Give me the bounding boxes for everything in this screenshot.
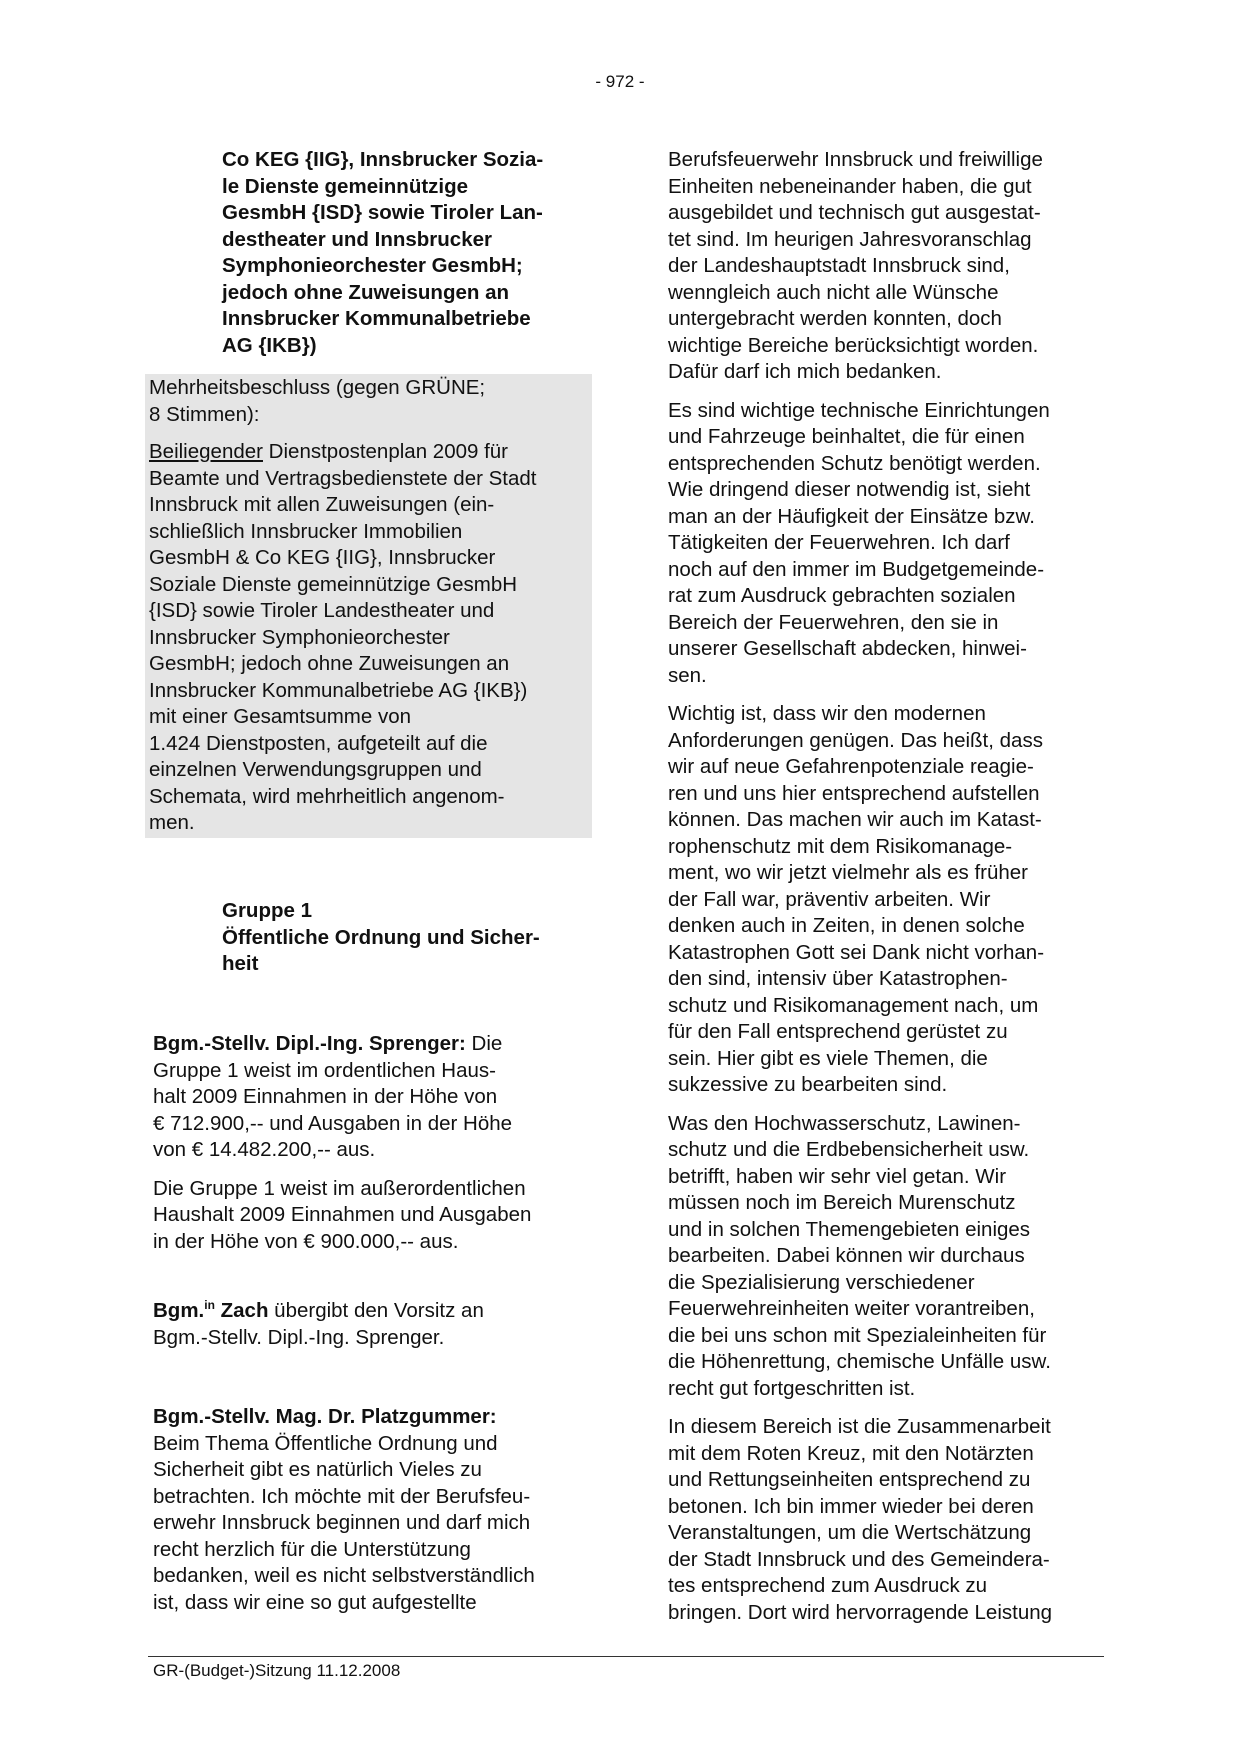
resolution-line: 1.424 Dienstposten, aufgeteilt auf die: [149, 731, 488, 755]
zach-note: [153, 1298, 598, 1351]
intro-title-line: GesmbH {ISD} sowie Tiroler Lan-: [222, 201, 543, 224]
underlined-word: Beiliegender: [149, 440, 263, 463]
speech-line: bedanken, weil es nicht selbstverständlich: [153, 1564, 535, 1587]
paragraph-line: sein. Hier gibt es viele Themen, die: [668, 1046, 988, 1070]
paragraph-line: der Landeshauptstadt Innsbruck sind,: [668, 254, 1010, 277]
paragraph-line: bearbeiten. Dabei können wir durchaus: [668, 1244, 1025, 1267]
speech-line: Haushalt 2009 Einnahmen und Ausgaben: [153, 1203, 532, 1226]
intro-title-line: Innsbrucker Kommunalbetriebe: [222, 307, 531, 330]
intro-title-line: Co KEG {IIG}, Innsbrucker Sozia-: [222, 148, 544, 171]
intro-title-line: Symphonieorchester GesmbH;: [222, 254, 523, 277]
intro-title-line: le Dienste gemeinnützige: [222, 174, 469, 198]
paragraph-line: Wie dringend dieser notwendig ist, sieht: [668, 478, 1031, 501]
paragraph-line: und Rettungseinheiten entsprechend zu: [668, 1468, 1031, 1491]
speech-line: betrachten. Ich möchte mit der Berufsfeu-: [153, 1484, 531, 1508]
paragraph-line: können. Das machen wir auch im Katast-: [668, 808, 1042, 831]
resolution-line: einzelnen Verwendungsgruppen und: [149, 758, 482, 781]
resolution-line: GesmbH; jedoch ohne Zuweisungen an: [149, 652, 510, 675]
paragraph-line: sukzessive zu bearbeiten sind.: [668, 1073, 948, 1096]
paragraph-line: und in solchen Themengebieten einiges: [668, 1217, 1031, 1241]
speaker-name: Bgm.-Stellv. Dipl.-Ing. Sprenger:: [153, 1032, 466, 1055]
paragraph: [668, 398, 1108, 690]
paragraph-line: tet sind. Im heurigen Jahresvoranschlag: [668, 227, 1032, 251]
paragraph-line: rophenschutz mit dem Risikomanage-: [668, 834, 1013, 858]
paragraph-line: mit dem Roten Kreuz, mit den Notärzten: [668, 1441, 1034, 1465]
paragraph-line: den sind, intensiv über Katastrophen-: [668, 967, 1008, 990]
speech-line: Beim Thema Öffentliche Ordnung und: [153, 1431, 498, 1455]
speaker-prefix: Bgm.: [153, 1299, 205, 1322]
paragraph-line: schutz und Risikomanagement nach, um: [668, 993, 1039, 1017]
paragraph-line: Tätigkeiten der Feuerwehren. Ich darf: [668, 531, 1010, 554]
resolution-line: [149, 439, 588, 466]
paragraph-line: Es sind wichtige technische Einrichtungen: [668, 398, 1050, 422]
paragraph-line: betonen. Ich bin immer wieder bei deren: [668, 1494, 1034, 1518]
paragraph-line: schutz und die Erdbebensicherheit usw.: [668, 1138, 1030, 1161]
paragraph-line: denken auch in Zeiten, in denen solche: [668, 914, 1025, 937]
paragraph-line: Dafür darf ich mich bedanken.: [668, 360, 942, 383]
resolution-line: GesmbH & Co KEG {IIG}, Innsbrucker: [149, 546, 496, 569]
speech-line: [153, 1298, 598, 1325]
resolution-line: mit einer Gesamtsumme von: [149, 705, 412, 728]
speaker-name: [153, 1299, 268, 1322]
resolution-line: Innsbrucker Symphonieorchester: [149, 625, 450, 649]
group-heading: [222, 898, 592, 978]
footer-text: GR-(Budget-)Sitzung 11.12.2008: [153, 1661, 401, 1680]
paragraph-line: In diesem Bereich ist die Zusammenarbeit: [668, 1415, 1051, 1438]
vote-line: Mehrheitsbeschluss (gegen GRÜNE;: [149, 376, 486, 399]
paragraph-line: bringen. Dort wird hervorragende Leistung: [668, 1600, 1053, 1624]
speech-line: recht herzlich für die Unterstützung: [153, 1537, 471, 1561]
paragraph-line: rat zum Ausdruck gebrachten sozialen: [668, 584, 1016, 607]
speech-line: € 712.900,-- und Ausgaben in der Höhe: [153, 1111, 513, 1135]
paragraph-line: Anforderungen genügen. Das heißt, dass: [668, 728, 1043, 752]
intro-title: [222, 147, 592, 359]
speech-line: erwehr Innsbruck beginnen und darf mich: [153, 1511, 531, 1534]
intro-title-line: jedoch ohne Zuweisungen an: [222, 280, 510, 304]
paragraph-line: ausgebildet und technisch gut ausgestat-: [668, 201, 1041, 224]
resolution-line: Beamte und Vertragsbedienstete der Stadt: [149, 466, 537, 490]
group-heading-line: Gruppe 1: [222, 899, 312, 922]
speech-line: [153, 1031, 598, 1058]
paragraph-line: tes entsprechend zum Ausdruck zu: [668, 1574, 988, 1597]
paragraph: [668, 1111, 1108, 1403]
paragraph-line: sen.: [668, 663, 707, 687]
sprenger-speech: [153, 1031, 598, 1255]
paragraph-line: die bei uns schon mit Spezialeinheiten für: [668, 1323, 1047, 1347]
resolution-line: schließlich Innsbrucker Immobilien: [149, 519, 463, 543]
speech-line: ist, dass wir eine so gut aufgestellte: [153, 1590, 477, 1614]
paragraph-line: Veranstaltungen, um die Wertschätzung: [668, 1521, 1032, 1544]
paragraph-line: die Spezialisierung verschiedener: [668, 1270, 975, 1294]
paragraph-line: untergebracht werden konnten, doch: [668, 307, 1002, 330]
vote-line: 8 Stimmen):: [149, 402, 260, 426]
paragraph-line: Wichtig ist, dass wir den modernen: [668, 702, 986, 725]
paragraph-line: recht gut fortgeschritten ist.: [668, 1376, 916, 1400]
resolution-line: {ISD} sowie Tiroler Landestheater und: [149, 599, 495, 622]
right-column: [668, 147, 1108, 1626]
resolution-line: men.: [149, 811, 195, 834]
resolution-line: Innsbruck mit allen Zuweisungen (ein-: [149, 493, 495, 516]
speech-line: halt 2009 Einnahmen in der Höhe von: [153, 1085, 498, 1108]
paragraph-line: und Fahrzeuge beinhaltet, die für einen: [668, 425, 1025, 448]
speech-line: Sicherheit gibt es natürlich Vieles zu: [153, 1458, 482, 1481]
platzgummer-speech: [153, 1404, 598, 1616]
resolution-line: Innsbrucker Kommunalbetriebe AG {IKB}): [149, 678, 528, 702]
paragraph: [668, 1414, 1108, 1626]
paragraph-line: die Höhenrettung, chemische Unfälle usw.: [668, 1350, 1051, 1373]
paragraph: [668, 701, 1108, 1099]
page-number: - 972 -: [595, 72, 645, 91]
paragraph-line: entsprechenden Schutz benötigt werden.: [668, 451, 1041, 475]
intro-title-line: destheater und Innsbrucker: [222, 227, 492, 251]
paragraph-line: Bereich der Feuerwehren, den sie in: [668, 610, 999, 634]
speech-line: Gruppe 1 weist im ordentlichen Haus-: [153, 1058, 496, 1082]
paragraph-line: Katastrophen Gott sei Dank nicht vorhan-: [668, 940, 1045, 964]
paragraph-line: unserer Gesellschaft abdecken, hinwei-: [668, 637, 1027, 660]
paragraph-line: Einheiten nebeneinander haben, die gut: [668, 174, 1032, 198]
paragraph-line: ren und uns hier entsprechend aufstellen: [668, 781, 1040, 805]
footer-divider: [148, 1656, 1104, 1657]
resolution-line: Schemata, wird mehrheitlich angenom-: [149, 784, 505, 808]
paragraph-line: müssen noch im Bereich Murenschutz: [668, 1191, 1016, 1214]
paragraph-line: man an der Häufigkeit der Einsätze bzw.: [668, 504, 1035, 528]
paragraph: [668, 147, 1108, 386]
resolution-text: Dienstpostenplan 2009 für: [262, 440, 509, 463]
speaker-sup: in: [204, 1298, 215, 1313]
resolution-line: Soziale Dienste gemeinnützige GesmbH: [149, 572, 518, 596]
speech-text: Die: [465, 1032, 503, 1055]
speech-text: übergibt den Vorsitz an: [268, 1299, 484, 1322]
speech-line: in der Höhe von € 900.000,-- aus.: [153, 1229, 459, 1253]
paragraph-line: wenngleich auch nicht alle Wünsche: [668, 280, 999, 304]
paragraph-line: Berufsfeuerwehr Innsbruck und freiwillige: [668, 148, 1043, 171]
group-heading-line: heit: [222, 952, 259, 975]
speaker-name: Bgm.-Stellv. Mag. Dr. Platzgummer:: [153, 1405, 497, 1428]
paragraph-line: Was den Hochwasserschutz, Lawinen-: [668, 1111, 1021, 1135]
intro-title-line: AG {IKB}): [222, 333, 317, 357]
resolution-box: [145, 374, 592, 838]
speech-line: Bgm.-Stellv. Dipl.-Ing. Sprenger.: [153, 1325, 445, 1349]
speaker-surname: Zach: [214, 1299, 269, 1322]
speech-line: Die Gruppe 1 weist im außerordentlichen: [153, 1176, 526, 1200]
paragraph-line: der Stadt Innsbruck und des Gemeindera-: [668, 1547, 1050, 1571]
paragraph-line: Feuerwehreinheiten weiter vorantreiben,: [668, 1297, 1035, 1320]
paragraph-line: für den Fall entsprechend gerüstet zu: [668, 1020, 1008, 1043]
paragraph-line: noch auf den immer im Budgetgemeinde-: [668, 557, 1045, 581]
paragraph-line: ment, wo wir jetzt vielmehr als es früher: [668, 861, 1029, 884]
paragraph-line: wir auf neue Gefahrenpotenziale reagie-: [668, 755, 1034, 778]
paragraph-line: betrifft, haben wir sehr viel getan. Wir: [668, 1164, 1007, 1188]
group-heading-line: Öffentliche Ordnung und Sicher-: [222, 925, 540, 949]
paragraph-line: wichtige Bereiche berücksichtigt worden.: [668, 333, 1039, 357]
speech-line: von € 14.482.200,-- aus.: [153, 1138, 376, 1161]
paragraph-line: der Fall war, präventiv arbeiten. Wir: [668, 887, 991, 911]
